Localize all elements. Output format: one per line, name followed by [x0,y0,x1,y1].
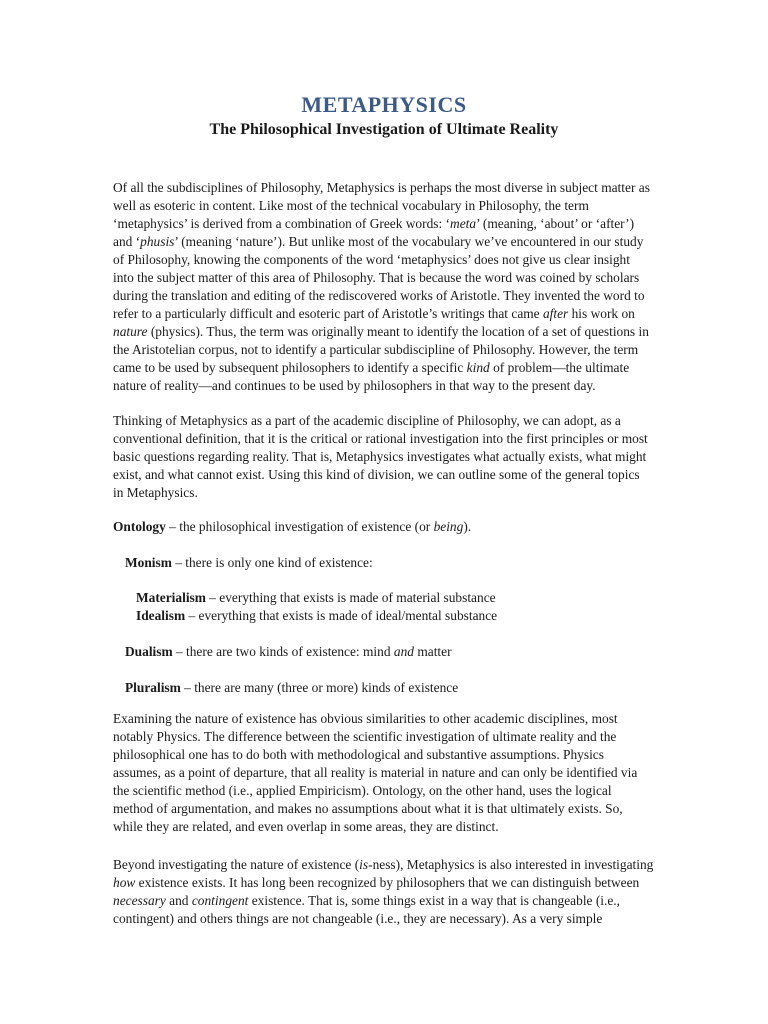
term-definition: ). [463,519,472,534]
text-line: into the subject matter of this area of Philosophy. That is because the word was coined by scholars [113,270,640,285]
outline-materialism [136,589,496,607]
italic-term: how [113,875,136,890]
text-run: and ‘ [113,234,141,249]
text-line [113,892,653,910]
outline-pluralism [125,679,458,697]
text-run: -ness), Metaphysics is also interested in investigating [368,857,654,872]
outline-ontology [113,518,471,536]
text-run: existence. That is, some things exist in a way that is changeable (i.e., [248,893,620,908]
italic-term: meta [450,216,477,231]
text-line: of Philosophy, knowing the components of the word ‘metaphysics’ does not give us clear insight [113,252,630,267]
text-run: ’ (meaning, ‘about’ or ‘after’) [476,216,635,231]
text-line: exist, and what cannot exist. Using this kind of division, we can outline some of the general topics [113,467,640,482]
term-label: Pluralism [125,680,181,695]
paragraph-physics-comparison [113,710,653,836]
text-line [113,323,653,341]
outline-dualism [125,643,452,661]
text-run: and [165,893,192,908]
text-run: came to be used by subsequent philosophers to identify a specific [113,360,467,375]
text-run: his work on [568,306,635,321]
paragraph-existence-modes [113,856,653,928]
italic-term: is [359,857,369,872]
italic-term: necessary [113,893,166,908]
text-line: Of all the subdisciplines of Philosophy, Metaphysics is perhaps the most diverse in subject matter as [113,180,650,195]
italic-term: contingent [191,893,249,908]
text-line: well as esoteric in content. Like most of the technical vocabulary in Philosophy, the term [113,198,589,213]
text-run: Beyond investigating the nature of existence ( [113,857,360,872]
text-line [113,305,653,323]
text-line: philosophical one has to do both with methodological and substantive assumptions. Physics [113,747,604,762]
text-line: Examining the nature of existence has obvious similarities to other academic disciplines, most [113,711,618,726]
italic-term: being [433,519,464,534]
term-definition: – there are two kinds of existence: mind [172,644,394,659]
text-run: refer to a particularly difficult and esoteric part of Aristotle’s writings that came [113,306,543,321]
term-definition: – everything that exists is made of ideal/mental substance [185,608,498,623]
outline-monism [125,554,373,572]
text-line: the scientific method (i.e., applied Empiricism). Ontology, on the other hand, uses the logical [113,783,612,798]
text-line [113,215,653,233]
term-definition: – there is only one kind of existence: [171,555,373,570]
term-definition: – everything that exists is made of material substance [205,590,496,605]
term-label: Materialism [136,590,206,605]
text-line [113,233,653,251]
italic-term: and [393,644,414,659]
text-line: Thinking of Metaphysics as a part of the academic discipline of Philosophy, we can adopt, as a [113,413,621,428]
text-line: while they are related, and even overlap in some areas, they are distinct. [113,819,499,834]
term-definition: – the philosophical investigation of existence (or [165,519,434,534]
term-definition: matter [413,644,452,659]
term-label: Monism [125,555,172,570]
italic-term: phusis [140,234,175,249]
text-line: nature of reality—and continues to be used by philosophers in that way to the present day. [113,378,596,393]
paragraph-intro [113,179,653,395]
term-label: Ontology [113,519,166,534]
text-line: during the translation and editing of the rediscovered works of Aristotle. They invented the word to [113,288,645,303]
italic-term: after [542,306,569,321]
text-line: contingent) and others things are not changeable (i.e., they are necessary). As a very simple [113,911,603,926]
text-run: existence exists. It has long been recognized by philosophers that we can distinguish between [135,875,640,890]
outline-idealism [136,607,497,625]
term-label: Idealism [136,608,186,623]
text-line: in Metaphysics. [113,485,198,500]
text-run: ’ (meaning ‘nature’). But unlike most of the vocabulary we’ve encountered in our study [174,234,644,249]
text-line: notably Physics. The difference between the scientific investigation of ultimate reality and the [113,729,617,744]
text-line [113,874,653,892]
text-line: basic questions regarding reality. That is, Metaphysics investigates what actually exists, what might [113,449,647,464]
text-run: of problem—the ultimate [489,360,630,375]
term-label: Dualism [125,644,173,659]
text-line [113,856,653,874]
document-subtitle: The Philosophical Investigation of Ultimate Reality [209,121,559,138]
paragraph-definition [113,412,653,502]
text-line: conventional definition, that it is the critical or rational investigation into the first principles or most [113,431,648,446]
text-line [113,359,653,377]
italic-term: nature [113,324,148,339]
text-line: method of argumentation, and makes no assumptions about what it is that ultimately exists. So, [113,801,623,816]
term-definition: – there are many (three or more) kinds of existence [180,680,459,695]
text-run: (physics). Thus, the term was originally meant to identify the location of a set of questions in [147,324,649,339]
text-line: assumes, as a point of departure, that all reality is material in nature and can only be identified via [113,765,638,780]
text-line: the Aristotelian corpus, not to identify a particular subdiscipline of Philosophy. However, the term [113,342,639,357]
text-run: ‘metaphysics’ is derived from a combination of Greek words: ‘ [113,216,451,231]
document-title: METAPHYSICS [301,92,467,117]
italic-term: kind [466,360,490,375]
